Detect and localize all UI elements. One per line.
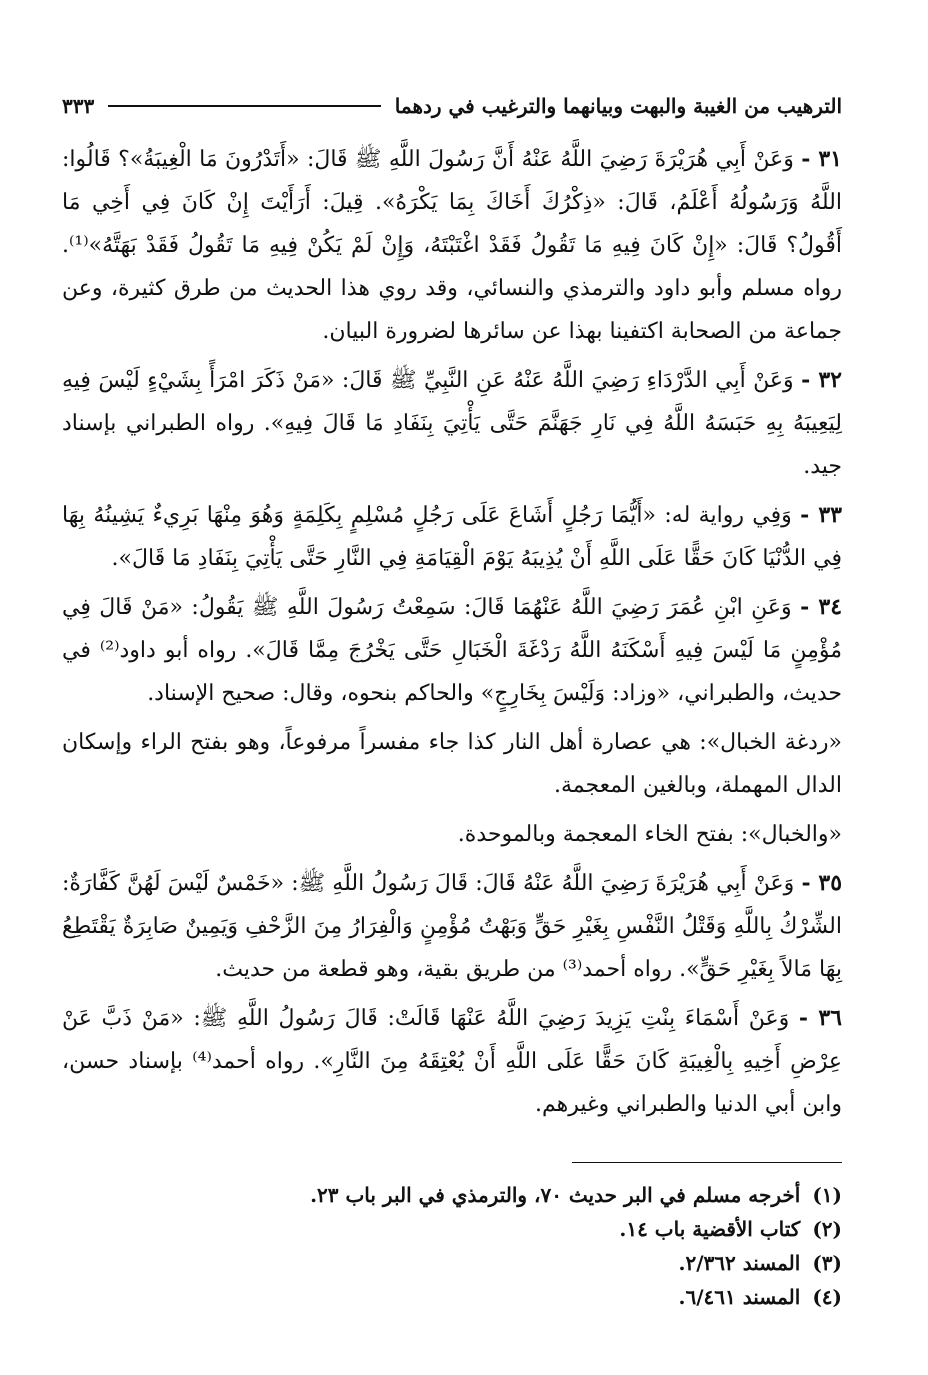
hadith-text: وَفِي رواية له: «أَيُّمَا رَجُلٍ أَشَاعَ عَلَى رَجُلٍ مُسْلِمٍ بِكَلِمَةٍ وَهُوَ مِنْهَا بَرِيءٌ يَشِينُهُ بِهَا فِي الدُّنْيَا كَانَ حَقًّا عَلَى اللَّهِ أَنْ يُذِيبَهُ يَوْمَ الْقِيَامَةِ فِي النَّارِ حَتَّى يَأْتِيَ بِنَفَادِ مَا قَالَ». [62,503,842,571]
hadith-number: ٣١ - [801,146,842,172]
page-number: ٣٣٣ [62,94,95,118]
footnote-text: أخرجه مسلم في البر حديث ٧٠، والترمذي في البر باب ٢٣. [310,1183,801,1207]
footnote-1 [62,1178,842,1212]
gloss-text: «والخبال»: بفتح الخاء المعجمة وبالموحدة. [457,822,842,847]
header-rule [108,105,381,107]
main-text [62,138,842,1132]
hadith-number: ٣٣ - [800,502,842,528]
footnote-text: المسند ٦/٤٦١. [678,1285,801,1309]
hadith-number: ٣٤ - [800,594,843,620]
footnote-index: (٤) [812,1285,842,1309]
gloss-text: «ردغة الخبال»: هي عصارة أهل النار كذا جاء مفسراً مرفوعاً، وهو بفتح الراء وإسكان الدال المهملة، وبالغين المعجمة. [62,730,842,798]
hadith-text: وَعَنْ أَبِي الدَّرْدَاءِ رَضِيَ اللَّهُ عَنْهُ عَنِ النَّبِيِّ ﷺ قَالَ: «مَنْ ذَكَرَ امْرَأً بِشَيْءٍ لَيْسَ فِيهِ لِيَعِيبَهُ بِهِ حَبَسَهُ اللَّهُ فِي نَارِ جَهَنَّمَ حَتَّى يَأْتِيَ بِنَفَادِ مَا قَالَ فِيهِ». رواه الطبراني بإسناد جيد. [62,368,842,479]
hadith-text: وَعَنْ أَسْمَاءَ بِنْتِ يَزِيدَ رَضِيَ اللَّهُ عَنْهَا قَالَتْ: قَالَ رَسُولُ اللَّهِ ﷺ: «مَنْ ذَبَّ عَنْ عِرْضِ أَخِيهِ بِالْغِيبَةِ كَانَ حَقًّا عَلَى اللَّهِ أَنْ يُعْتِقَهُ مِنَ النَّارِ». رواه أحمد⁽⁴⁾ بإسناد حسن، وابن أبي الدنيا والطبراني وغيرهم. [62,1006,842,1117]
footnote-text: المسند ٢/٣٦٢. [678,1251,801,1275]
footnote-4 [62,1280,842,1314]
footnote-index: (١) [812,1183,842,1207]
hadith-text: وَعَنْ أَبِي هُرَيْرَةَ رَضِيَ اللَّهُ عَنْهُ قَالَ: قَالَ رَسُولُ اللَّهِ ﷺ: «خَمْسٌ لَيْسَ لَهُنَّ كَفَّارَةٌ: الشِّرْكُ بِاللَّهِ وَقَتْلُ النَّفْسِ بِغَيْرِ حَقٍّ وَبَهْتُ مُؤْمِنٍ وَالْفِرَارُ مِنَ الزَّحْفِ وَيَمِينٌ صَابِرَةٌ يَقْتَطِعُ بِهَا مَالاً بِغَيْرِ حَقٍّ». رواه أحمد⁽³⁾ من طريق بقية، وهو قطعة من حديث. [62,871,843,982]
hadith-35 [62,862,842,991]
hadith-32 [62,359,842,488]
hadith-text: وَعَنِ ابْنِ عُمَرَ رَضِيَ اللَّهُ عَنْهُمَا قَالَ: سَمِعْتُ رَسُولَ اللَّهِ ﷺ يَقُولُ: «مَنْ قَالَ فِي مُؤْمِنٍ مَا لَيْسَ فِيهِ أَسْكَنَهُ اللَّهُ رَدْغَةَ الْخَبَالِ حَتَّى يَخْرُجَ مِمَّا قَالَ». رواه أبو داود⁽²⁾ في حديث، والطبراني، «وزاد: وَلَيْسَ بِخَارِجٍ» والحاكم بنحوه، وقال: صحيح الإسناد. [62,595,843,706]
footnote-rule [572,1162,842,1163]
hadith-number: ٣٦ - [798,1005,842,1031]
footnote-2 [62,1212,842,1246]
gloss-khabal [62,813,842,856]
footnote-3 [62,1246,842,1280]
hadith-31 [62,138,842,353]
footnote-index: (٣) [812,1251,842,1275]
footnote-index: (٢) [812,1217,842,1241]
running-header [62,88,842,124]
hadith-34 [62,586,842,715]
gloss-radghat [62,721,842,807]
hadith-33 [62,494,842,580]
hadith-36 [62,997,842,1126]
footnotes [62,1178,842,1314]
running-title: الترهيب من الغيبة والبهت وبيانهما والترغيب في ردهما [394,94,842,118]
hadith-number: ٣٢ - [801,367,842,393]
hadith-number: ٣٥ - [801,870,843,896]
hadith-text: وَعَنْ أَبِي هُرَيْرَةَ رَضِيَ اللَّهُ عَنْهُ أَنَّ رَسُولَ اللَّهِ ﷺ قَالَ: «أَتَدْرُونَ مَا الْغِيبَةُ»؟ قَالُوا: اللَّهُ وَرَسُولُهُ أَعْلَمُ، قَالَ: «ذِكْرُكَ أَخَاكَ بِمَا يَكْرَهُ». قِيلَ: أَرَأَيْتَ إِنْ كَانَ فِي أَخِي مَا أَقُولُ؟ قَالَ: «إِنْ كَانَ فِيهِ مَا تَقُولُ فَقَدْ اغْتَبْتَهُ، وَإِنْ لَمْ يَكُنْ فِيهِ مَا تَقُولُ فَقَدْ بَهَتَّهُ»⁽¹⁾. رواه مسلم وأبو داود والترمذي والنسائي، وقد روي هذا الحديث من طرق كثيرة، وعن جماعة من الصحابة اكتفينا بهذا عن سائرها لضرورة البيان. [62,147,842,344]
footnote-text: كتاب الأقضية باب ١٤. [619,1217,801,1241]
